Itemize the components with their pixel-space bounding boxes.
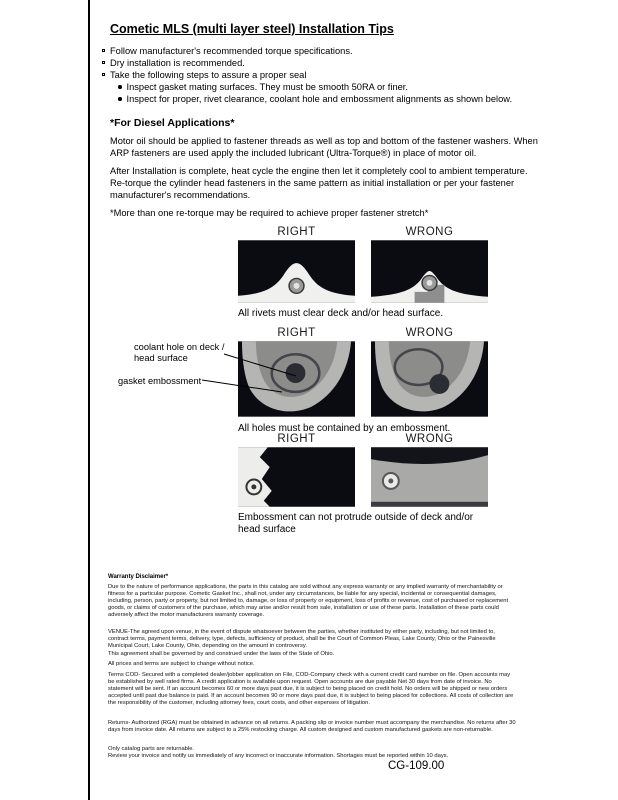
list-item (102, 69, 572, 81)
page-edge-line (88, 0, 90, 800)
square-bullet-icon (102, 49, 105, 52)
venue-paragraph: VENUE-The agreed upon venue, in the event of dispute whatsoever between the parties, whether instituted by either party, including, but not limited to, contract terms, payment terms, delivery, type, defects, sufficiency of product, shall be the Court of Common Pleas, Lake County, Ohio or the Painesville Municipal Court, Lake County, Ohio, depending on the amount in controversy. (108, 629, 496, 649)
installation-tips-list (102, 45, 572, 105)
diesel-paragraph-2: After Installation is complete, heat cycle the engine then let it completely cool to ambient temperature. Re-torque the cylinder head fasteners in the same pattern as initial installation or per your fastener manufacturer's recommendations. (110, 166, 528, 200)
terms-cod-paragraph: Terms COD- Secured with a completed dealer/jobber application on File, COD-Company check with a current credit card number on file. Open accounts may be established by well rated firms. A credit application is available upon request. Open accounts are due payable Net 30 days from date of invoice. No statement will be sent. If an account becomes 60 or more days past due, it is subject to being placed on credit hold. No orders will be shipped or new orders accepted until past due balance is paid. If an account becomes 90 or more days past due, it is subject to being placed for collections. All costs of collection are the responsibility of the customer, including attorney fees, court costs, and other expenses of litigation. (108, 672, 514, 706)
row2-caption: All holes must be contained by an embossment. (238, 423, 451, 434)
page-code: CG-109.00 (388, 760, 445, 772)
list-item (102, 45, 572, 57)
prices-terms-line: All prices and terms are subject to change without notice. (108, 661, 255, 667)
rivet-clearance-right-illustration (238, 240, 355, 303)
diesel-applications-heading: *For Diesel Applications* (110, 117, 235, 129)
catalog-parts-line: Only catalog parts are returnable. (108, 746, 195, 752)
disclaimer-paragraph: Due to the nature of performance applications, the parts in this catalog are sold without any express warranty or any implied warranty of merchantability or fitness for a particular purpose. Cometic Gasket Inc., shall not, under any circumstances, be liable for any special, incidental or consequential damages, including, person, party or property, but not limited to, damage, or loss of property or equipment, loss of profits or revenue, cost of purchased or replacement goods, or claims of customers of the purchase, which may arise and/or result from sale, installation or use of these parts. Installation of these parts could adversely affect the motor manufacturers warranty coverage. (108, 584, 509, 618)
diagram-row3-wrong-panel (371, 447, 488, 507)
wrong-column-label: WRONG (405, 433, 454, 445)
returns-paragraph: Returns- Authorized (RGA) must be obtained in advance on all returns. A packing slip or invoice number must accompany the merchandise. No returns after 30 days from invoice date. All returns are subject to a 25% restocking charge. All custom designed and custom manufactured gaskets are non-returnable. (108, 720, 516, 733)
square-bullet-icon (102, 73, 105, 76)
right-column-label: RIGHT (277, 433, 316, 445)
list-subitem (118, 81, 572, 93)
coolant-hole-label: coolant hole on deck / head surface (134, 342, 225, 363)
gasket-embossment-label: gasket embossment (118, 376, 202, 386)
right-column-label: RIGHT (277, 226, 316, 238)
square-bullet-icon (102, 61, 105, 64)
embossment-containment-wrong-illustration (371, 341, 488, 417)
diagram-row1-right-panel (238, 240, 355, 303)
embossment-protrusion-wrong-illustration (371, 447, 488, 507)
label-connector-lines (200, 348, 310, 398)
warranty-disclaimer-heading: Warranty Disclaimer* (108, 574, 169, 580)
page-title: Cometic MLS (multi layer steel) Installation Tips (110, 22, 394, 36)
governing-law-line: This agreement shall be governed by and construed under the laws of the State of Ohio. (108, 651, 335, 657)
rivet-clearance-wrong-illustration (371, 240, 488, 303)
list-item (102, 57, 572, 69)
diagram-row2-wrong-panel (371, 341, 488, 417)
dot-bullet-icon (118, 85, 122, 89)
list-item-text: Dry installation is recommended. (110, 58, 245, 68)
wrong-column-label: WRONG (405, 226, 454, 238)
wrong-column-label: WRONG (405, 327, 454, 339)
right-column-label: RIGHT (277, 327, 316, 339)
diesel-paragraph-1: Motor oil should be applied to fastener threads as well as top and bottom of the fastener washers. When ARP fasteners are used apply the included lubricant (Ultra-Torque®) in place of motor oil. (110, 136, 538, 158)
list-item-text: Inspect gasket mating surfaces. They must be smooth 50RA or finer. (126, 82, 408, 92)
dot-bullet-icon (118, 97, 122, 101)
list-item-text: Take the following steps to assure a proper seal (110, 70, 307, 80)
diagram-row3-right-panel (238, 447, 355, 507)
review-invoice-line: Review your invoice and notify us immediately of any incorrect or inaccurate information. Shortages must be reported within 10 days. (108, 753, 449, 759)
row3-caption: Embossment can not protrude outside of deck and/or head surface (238, 512, 474, 535)
list-item-text: Follow manufacturer's recommended torque specifications. (110, 46, 353, 56)
diagram-row1-wrong-panel (371, 240, 488, 303)
row1-caption: All rivets must clear deck and/or head surface. (238, 308, 444, 319)
list-item-text: Inspect for proper, rivet clearance, coolant hole and embossment alignments as shown below. (126, 94, 513, 104)
list-subitem (118, 93, 572, 105)
embossment-protrusion-right-illustration (238, 447, 355, 507)
retorque-note: *More than one re-torque may be required to achieve proper fastener stretch* (110, 208, 429, 218)
